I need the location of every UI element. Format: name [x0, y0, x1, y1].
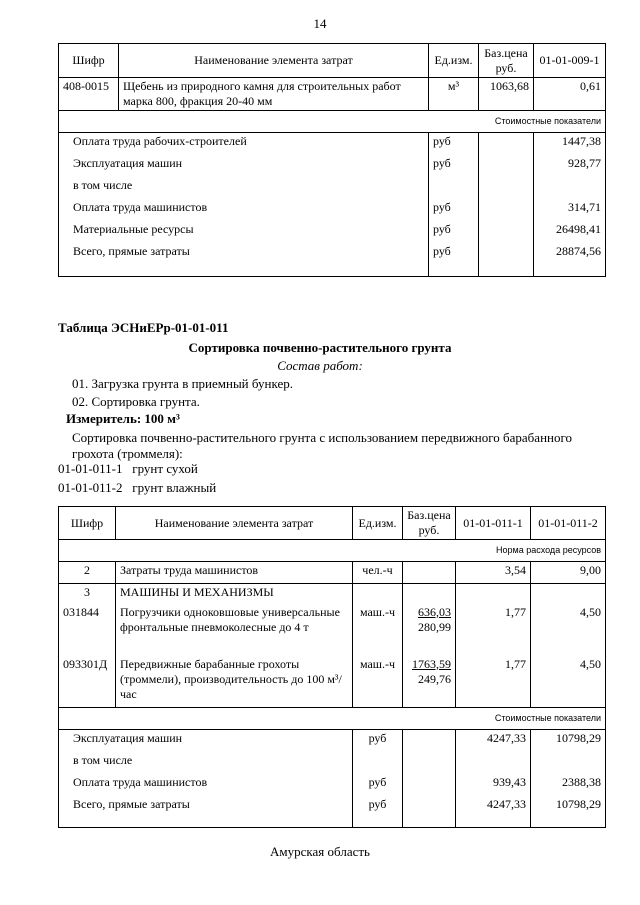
table-row: [59, 774, 606, 796]
table-row: [59, 584, 606, 604]
section-name: МАШИНЫ И МЕХАНИЗМЫ: [116, 584, 353, 604]
composition-title: Состав работ:: [277, 358, 363, 373]
header-price: Баз.цена руб.: [479, 44, 534, 78]
description: Сортировка почвенно-растительного грунта с использованием передвижного барабанного грохота (троммеля):: [72, 430, 572, 461]
row-code: 031844: [59, 604, 116, 656]
table-row: [59, 562, 606, 584]
cost-value: 28874,56: [534, 243, 606, 277]
table-row: [59, 243, 606, 277]
cost-value: 928,77: [534, 155, 606, 177]
header-col1: 01-01-011-1: [456, 507, 531, 540]
row-value: 0,61: [534, 78, 606, 111]
table-row: [59, 221, 606, 243]
cost-unit: руб: [429, 133, 479, 155]
row-unit: чел.-ч: [353, 562, 403, 584]
row-name: Погрузчики одноковшовые универсальные фронтальные пневмоколесные до 4 т: [116, 604, 353, 656]
row-unit: маш.-ч: [353, 604, 403, 656]
header-code: Шифр: [59, 44, 119, 78]
variant-name: грунт сухой: [132, 461, 198, 476]
row-code: 408-0015: [59, 78, 119, 111]
row-unit: маш.-ч: [353, 656, 403, 708]
row-code: 093301Д: [59, 656, 116, 708]
row-price: 1063,68: [479, 78, 534, 111]
row-name: Щебень из природного камня для строительных работ марка 800, фракция 20-40 мм: [119, 78, 429, 111]
table-row: [59, 796, 606, 828]
cost-value-2: 10798,29: [531, 730, 606, 752]
table-row: [59, 177, 606, 199]
table-row: [59, 78, 606, 111]
footer-region: Амурская область: [270, 844, 370, 859]
cost-unit: руб: [353, 774, 403, 796]
cost-name: Материальные ресурсы: [59, 221, 429, 243]
table-row: [59, 133, 606, 155]
header-name: Наименование элемента затрат: [119, 44, 429, 78]
meter: Измеритель: 100 м³: [66, 411, 180, 426]
page-number: 14: [313, 16, 327, 31]
cost-name: Эксплуатация машин: [59, 155, 429, 177]
cost-value-1: 939,43: [456, 774, 531, 796]
cost-value-1: 4247,33: [456, 730, 531, 752]
table-row: [59, 730, 606, 752]
section-title: Сортировка почвенно-растительного грунта: [188, 340, 452, 355]
resource-table-1: [58, 43, 606, 277]
cost-name: Оплата труда машинистов: [59, 199, 429, 221]
variant-name: грунт влажный: [132, 480, 217, 495]
variant-item: [58, 480, 216, 496]
row-value-1: 3,54: [456, 562, 531, 584]
row-unit: м³: [429, 78, 479, 111]
cost-unit: руб: [429, 243, 479, 277]
cost-name: Оплата труда рабочих-строителей: [59, 133, 429, 155]
cost-value-2: 2388,38: [531, 774, 606, 796]
row-value-2: 9,00: [531, 562, 606, 584]
price-top: 1763,59: [412, 656, 451, 671]
row-value-1: 1,77: [456, 604, 531, 656]
cost-unit: руб: [429, 155, 479, 177]
table-header-row: [59, 44, 606, 78]
cost-name: в том числе: [59, 752, 353, 774]
header-name: Наименование элемента затрат: [116, 507, 353, 540]
header-col1: 01-01-009-1: [534, 44, 606, 78]
cost-indicators-label: Стоимостные показатели: [59, 708, 606, 730]
row-value-2: 4,50: [531, 656, 606, 708]
row-value-1: 1,77: [456, 656, 531, 708]
variant-code: 01-01-011-1: [58, 461, 123, 476]
table-row: [59, 604, 606, 656]
cost-indicators-label: Стоимостные показатели: [59, 111, 606, 133]
cost-value: 26498,41: [534, 221, 606, 243]
table-row: [59, 199, 606, 221]
resource-table-2: [58, 506, 606, 828]
table-row: [59, 752, 606, 774]
cost-unit: руб: [429, 199, 479, 221]
cost-value: 314,71: [534, 199, 606, 221]
cost-name: в том числе: [59, 177, 429, 199]
subheader-row: [59, 540, 606, 562]
table-row: [59, 155, 606, 177]
work-item: 01. Загрузка грунта в приемный бункер.: [72, 376, 293, 391]
table-row: [59, 656, 606, 708]
header-code: Шифр: [59, 507, 116, 540]
row-code: 3: [59, 584, 116, 604]
row-code: 2: [59, 562, 116, 584]
price-bottom: 280,99: [418, 619, 451, 634]
cost-name: Оплата труда машинистов: [59, 774, 353, 796]
cost-name: Эксплуатация машин: [59, 730, 353, 752]
header-unit: Ед.изм.: [429, 44, 479, 78]
cost-name: Всего, прямые затраты: [59, 243, 429, 277]
cost-value-1: 4247,33: [456, 796, 531, 828]
cost-value-2: 10798,29: [531, 796, 606, 828]
work-item: 02. Сортировка грунта.: [72, 394, 200, 409]
table-title: Таблица ЭСНиЕРр-01-01-011: [58, 320, 229, 335]
row-name: Затраты труда машинистов: [116, 562, 353, 584]
variant-code: 01-01-011-2: [58, 480, 123, 495]
header-col2: 01-01-011-2: [531, 507, 606, 540]
price-top: 636,03: [418, 604, 451, 619]
header-unit: Ед.изм.: [353, 507, 403, 540]
cost-value: 1447,38: [534, 133, 606, 155]
variant-item: [58, 461, 198, 477]
cost-name: Всего, прямые затраты: [59, 796, 353, 828]
cost-unit: руб: [353, 796, 403, 828]
resource-norm-label: Норма расхода ресурсов: [59, 540, 606, 562]
table-header-row: [59, 507, 606, 540]
header-price: Баз.цена руб.: [403, 507, 456, 540]
cost-unit: руб: [429, 221, 479, 243]
subheader-row: [59, 111, 606, 133]
subheader-row: [59, 708, 606, 730]
price-bottom: 249,76: [418, 671, 451, 686]
row-name: Передвижные барабанные грохоты (троммели), производительность до 100 м³/час: [116, 656, 353, 708]
row-value-2: 4,50: [531, 604, 606, 656]
cost-unit: руб: [353, 730, 403, 752]
